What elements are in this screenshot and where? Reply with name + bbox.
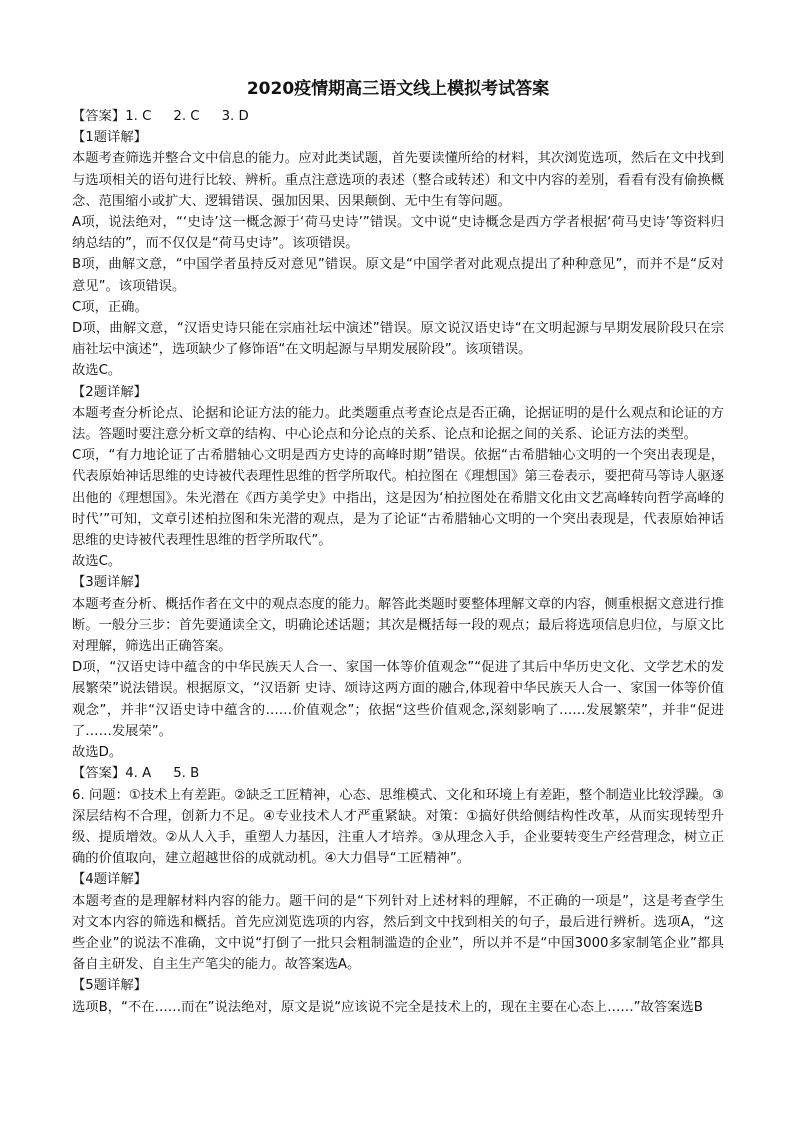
q4-body: 本题考查的是理解材料内容的能力。题干问的是“下列针对上述材料的理解，不正确的一项是”，这是考查学生对文本内容的筛选和概括。首先应浏览选项的内容，然后到文中找到相关的句子，最后进行辨析。选项A，“这些企业”的说法不准确，文中说“打倒了一批只会粗制滥造的企业”，所以并不是“中国3000多家制笔企业”都具备自主研发、自主生产笔尖的能力。故答案选A。: [72, 893, 724, 973]
q1-option-d: D项，曲解文意，“汉语史诗只能在宗庙社坛中演述”错误。原文说汉语史诗“在文明起源与早期发展阶段只在宗庙社坛中演述”，选项缺少了修饰语“在文明起源与早期发展阶段”。该项错误。: [72, 321, 724, 358]
q3-conclusion: 故选D。: [72, 745, 123, 761]
page-title: 2020疫情期高三语文线上模拟考试答案: [246, 79, 550, 99]
q6-answer: 6. 问题：①技术上有差距。②缺乏工匠精神，心态、思维模式、文化和环境上有差距，整个制造业比较浮躁。③深层结构不合理，创新力不足。④专业技术人才严重紧缺。对策：①搞好供给侧结构性改革，从而实现转型升级、提质增效。②从人入手，重塑人力基因，注重人才培养。③从理念入手，企业要转变生产经营理念，树立正确的价值取向，建立超越世俗的成就动机。④大力倡导“工匠精神”。: [72, 787, 724, 867]
answer-5: 5. B: [173, 766, 200, 782]
q1-option-b: B项，曲解文意，“中国学者虽持反对意见”错误。原文是“中国学者对此观点提出了种种意见”，而并不是“反对意见”。该项错误。: [72, 257, 724, 294]
q4-heading: 【4题详解】: [72, 872, 147, 888]
q1-option-c: C项，正确。: [72, 299, 148, 315]
q5-heading: 【5题详解】: [72, 978, 147, 994]
document-page: [72, 76, 724, 1018]
answer-2: 2. C: [173, 109, 200, 124]
q3-option-d: D项，“汉语史诗中蕴含的中华民族天人合一、家国一体等价值观念”“促进了其后中华历史文化、文学艺术的发展繁荣”说法错误。根据原文，“汉语新 史诗、颂诗这两方面的融合,体现着中华民族天人合一、家国一体等价值观念”，并非“汉语史诗中蕴含的……价值观念”；依据“这些价值观念,深刻影响了……发展繁荣”，并非“促进了……发展荣”。: [72, 660, 724, 739]
q1-intro: 本题考查筛选并整合文中信息的能力。应对此类试题，首先要读懂所给的材料，其次浏览选项，然后在文中找到与选项相关的语句进行比较、辨析。重点注意选项的表述（整合或转述）和文中内容的差别，看看有没有偷换概念、范围缩小或扩大、逻辑错误、强加因果、因果颠倒、无中生有等问题。: [72, 151, 724, 209]
answer-1: 1. C: [125, 109, 152, 124]
answer-label: 【答案】: [72, 766, 126, 782]
answer-4: 4. A: [125, 766, 152, 782]
answer-label: 【答案】: [72, 109, 126, 124]
q3-heading: 【3题详解】: [72, 575, 147, 591]
q2-option-c: C项，“有力地论证了古希腊轴心文明是西方史诗的高峰时期”错误。依据“古希腊轴心文明的一个突出表现是，代表原始神话思维的史诗被代表理性思维的哲学所取代。柏拉图在《理想国》第三卷表示，要把荷马等诗人驱逐出他的《理想国》。朱光潜在《西方美学史》中指出，这是因为‘柏拉图处在希腊文化由文艺高峰转向哲学高峰的时代’”可知，文章引述柏拉图和朱光潜的观点，是为了论证“古希腊轴心文明的一个突出表现是，代表原始神话思维的史诗被代表理性思维的哲学所取代”。: [72, 448, 724, 549]
answer-line-1: [72, 106, 724, 127]
q2-conclusion: 故选C。: [72, 554, 122, 570]
answer-3: 3. D: [221, 109, 249, 124]
q2-heading: 【2题详解】: [72, 384, 147, 400]
q1-option-a: A项，说法绝对，“‘史诗’这一概念源于‘荷马史诗’”错误。文中说“史诗概念是西方学者根据‘荷马史诗’等资料归纳总结的”，而不仅仅是“荷马史诗”。该项错误。: [72, 215, 724, 252]
q1-conclusion: 故选C。: [72, 363, 122, 379]
q3-intro: 本题考查分析、概括作者在文中的观点态度的能力。解答此类题时要整体理解文章的内容，侧重根据文意进行推断。一般分三步：首先要通读全文，明确论述话题；其次是概括每一段的观点；最后将选项信息归位，与原文比对理解，筛选出正确答案。: [72, 596, 724, 655]
q2-intro: 本题考查分析论点、论据和论证方法的能力。此类题重点考查论点是否正确，论据证明的是什么观点和论证的方法。答题时要注意分析文章的结构、中心论点和分论点的关系、论点和论据之间的关系、论证方法的类型。: [72, 405, 724, 443]
q5-body: 选项B，“不在……而在”说法绝对，原文是说“应该说不完全是技术上的，现在主要在心态上……”故答案选B: [72, 999, 703, 1015]
q1-heading: 【1题详解】: [72, 130, 147, 146]
answer-line-2: [72, 763, 724, 784]
